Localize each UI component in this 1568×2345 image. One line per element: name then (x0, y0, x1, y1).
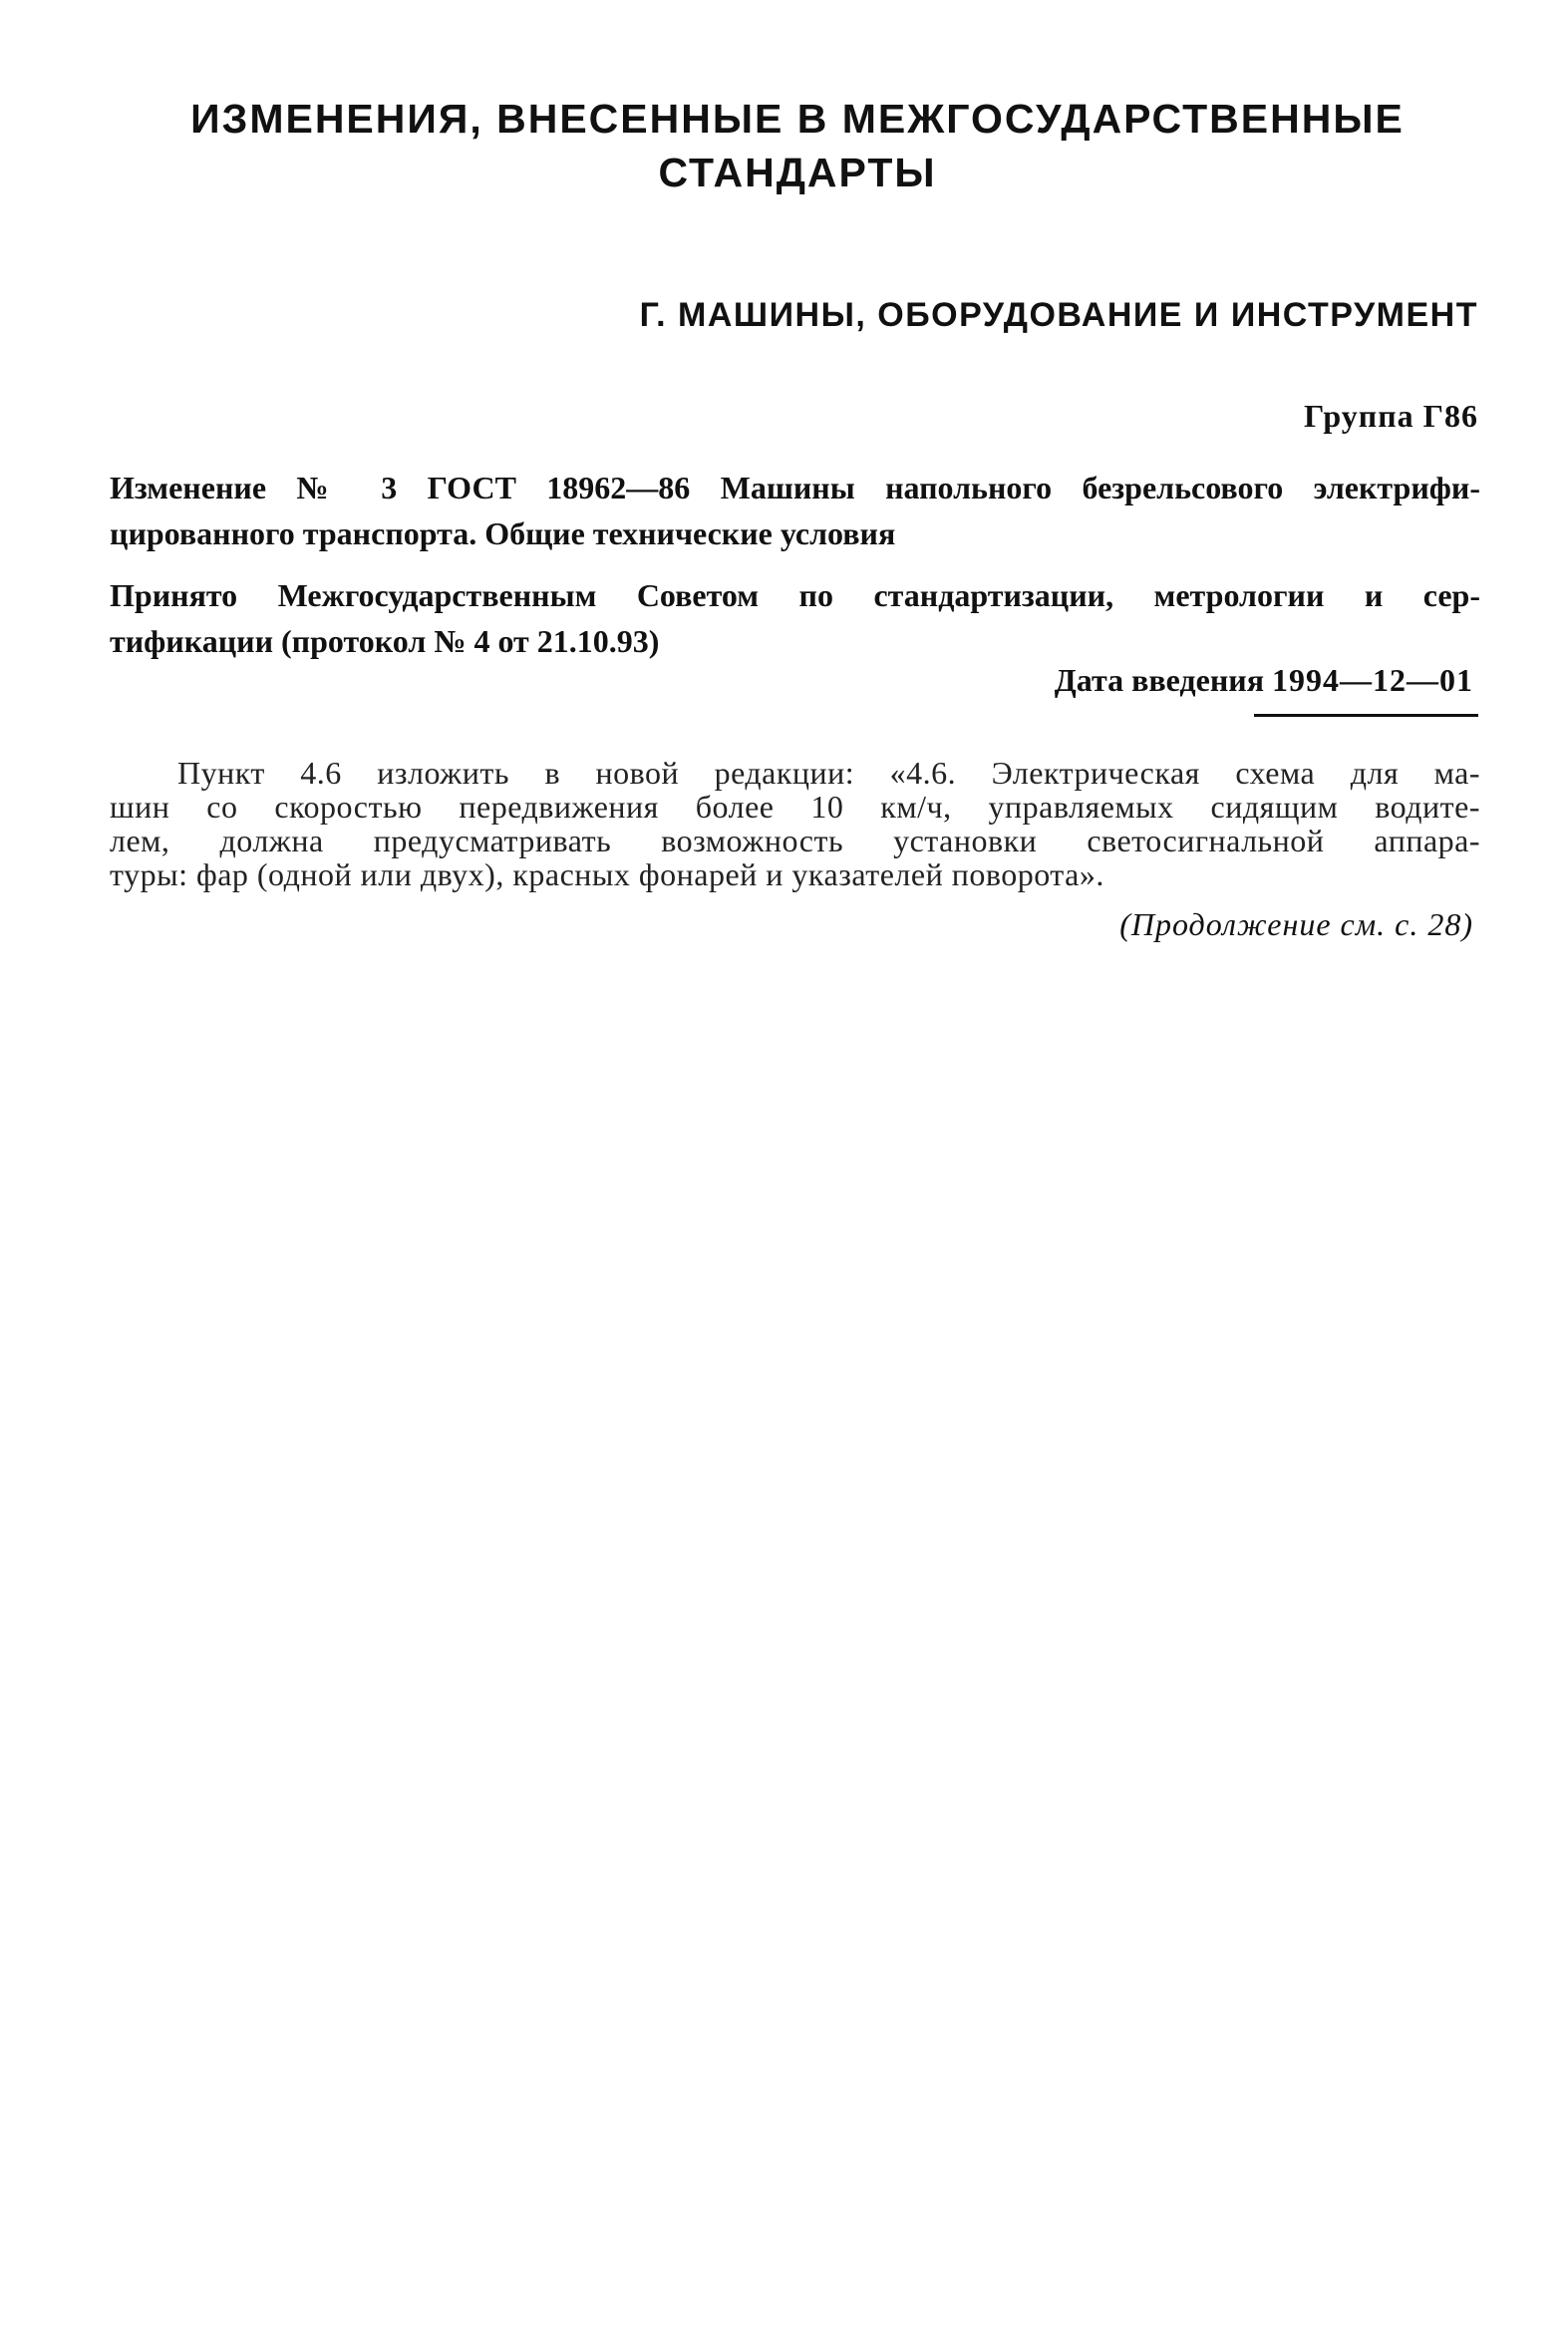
introduction-date-label: Дата введения (1054, 662, 1264, 698)
group-label: Группа Г86 (1304, 398, 1478, 434)
document-title (100, 92, 1495, 199)
document-title-line-1: ИЗМЕНЕНИЯ, ВНЕСЕННЫЕ В МЕЖГОСУДАРСТВЕННЫЕ (190, 96, 1405, 142)
change-heading-line-2: цированного транспорта. Общие технические условия (110, 515, 896, 551)
adoption-note (110, 572, 1480, 664)
introduction-date (1055, 662, 1473, 699)
amendment-text-line-3: лем, должна предусматривать возможность установки светосигнальной аппара- (110, 823, 1480, 858)
date-underline (1254, 714, 1478, 717)
adoption-note-line-1: Принято Межгосударственным Советом по стандартизации, метрологии и сер- (110, 577, 1480, 613)
amendment-text-line-2: шин со скоростью передвижения более 10 км/ч, управляемых сидящим водите- (110, 789, 1480, 825)
document-title-line-2: СТАНДАРТЫ (658, 150, 937, 195)
change-heading-line-1: Изменение № 3 ГОСТ 18962—86 Машины напольного безрельсового электрифи- (110, 470, 1480, 505)
amendment-text (110, 756, 1480, 891)
adoption-note-line-2: тификации (протокол № 4 от 21.10.93) (110, 623, 660, 659)
amendment-text-line-1: Пункт 4.6 изложить в новой редакции: «4.6. Электрическая схема для ма- (177, 755, 1480, 791)
change-heading (110, 465, 1480, 556)
continuation-note: (Продолжение см. с. 28) (1119, 906, 1473, 942)
introduction-date-value: 1994—12—01 (1272, 662, 1473, 698)
section-title: Г. МАШИНЫ, ОБОРУДОВАНИЕ И ИНСТРУМЕНТ (639, 296, 1478, 334)
amendment-text-line-4: туры: фар (одной или двух), красных фонарей и указателей поворота». (110, 856, 1104, 892)
